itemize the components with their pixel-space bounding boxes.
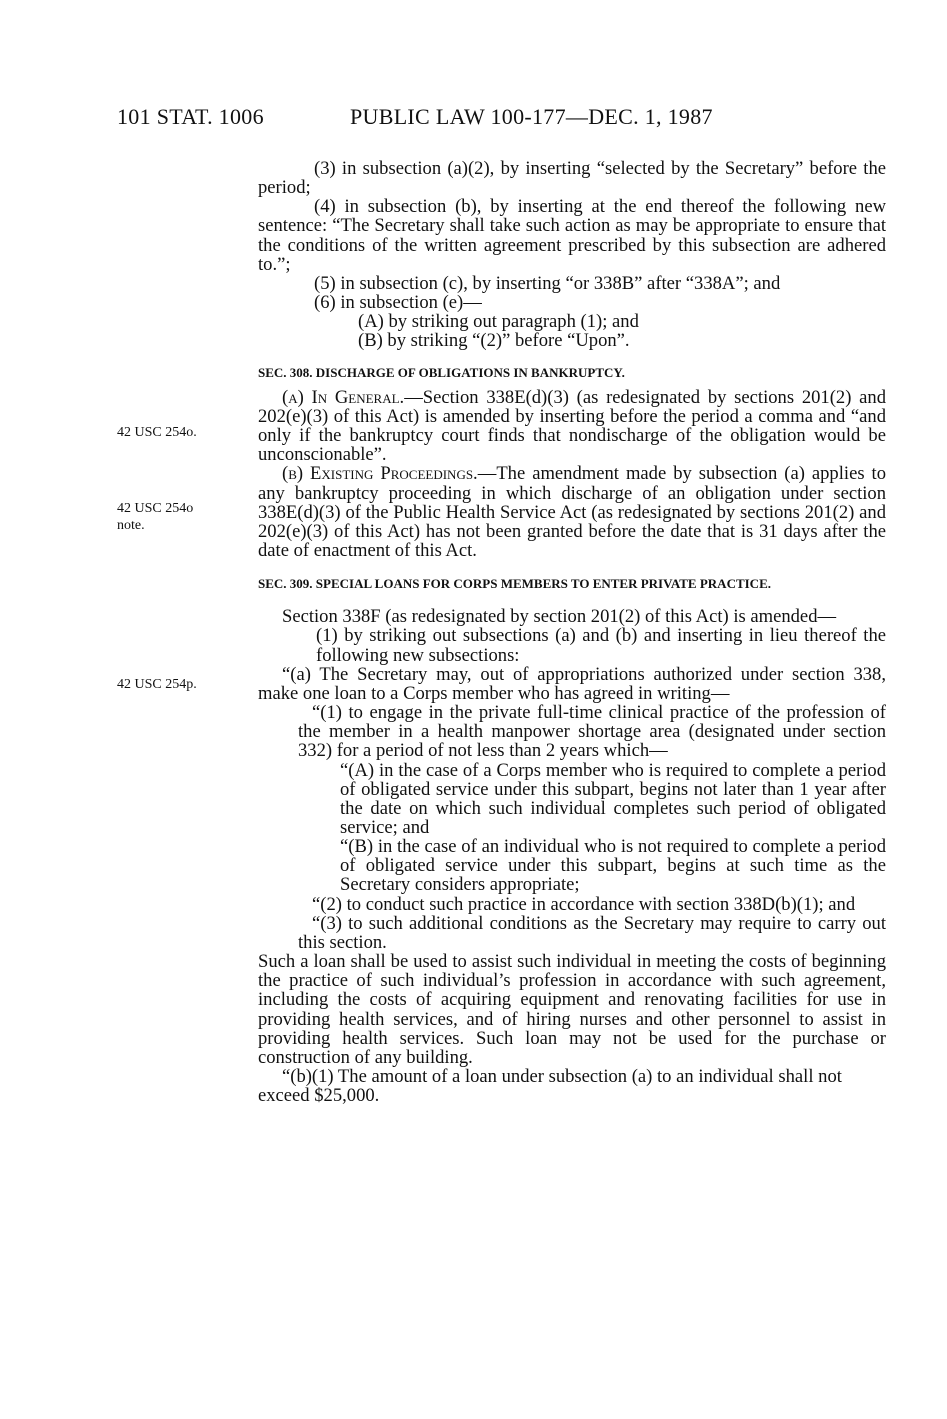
margin-note: 42 USC 254o note.	[117, 501, 194, 533]
statute-text	[258, 159, 886, 1105]
quoted-subparagraph: “(B) in the case of an individual who is not required to complete a period of obligated service under this subpart, begins at such time as the Secretary considers appropriate;	[340, 836, 886, 896]
quoted-paragraph: “(1) to engage in the private full-time clinical practice of the profession of the member in a health manpower shortage area (designated under section 332) for a period of not less than 2 years which—	[298, 702, 886, 762]
paragraph: (3) in subsection (a)(2), by inserting “selected by the Secretary” before the period;	[258, 158, 886, 199]
page-citation: 101 STAT. 1006	[117, 104, 264, 129]
quoted-paragraph: “(3) to such additional conditions as the Secretary may require to carry out this section.	[298, 912, 886, 953]
running-head: PUBLIC LAW 100-177—DEC. 1, 1987	[350, 104, 713, 129]
quoted-paragraph: “(2) to conduct such practice in accordance with section 338D(b)(1); and	[312, 893, 856, 915]
margin-note: 42 USC 254o.	[117, 425, 197, 440]
subsection-heading: (b) Existing Proceedings.	[282, 463, 478, 485]
subsection-heading: (a) In General.	[282, 386, 405, 408]
paragraph: (1) by striking out subsections (a) and (b) and inserting in lieu thereof the following new subsections:	[316, 625, 886, 666]
paragraph: Section 338F (as redesignated by section 201(2) of this Act) is amended—	[282, 606, 837, 628]
quoted-subparagraph: “(A) in the case of a Corps member who is required to complete a period of obligated service under this subpart, begins not later than 1 year after the date on which such individual completes such period of obligated service; and	[340, 759, 886, 838]
subsection	[258, 388, 886, 465]
quoted-subsection: “(a) The Secretary may, out of appropriations authorized under section 338, make one loan to a Corps member who has agreed in writing—	[258, 663, 886, 704]
subsection-text: —The amendment made by subsection (a) applies to any bankruptcy proceeding in which discharge of an obligation under section 338E(d)(3) of the Public Health Service Act (as redesignated by sections 201(2) and 202(e)(3) of this Act) has not been granted before the date that is 31 days after the date of enactment of this Act.	[258, 463, 887, 561]
subsection	[258, 464, 886, 560]
section-heading: SEC. 309. SPECIAL LOANS FOR CORPS MEMBERS TO ENTER PRIVATE PRACTICE.	[258, 576, 771, 592]
paragraph: (5) in subsection (c), by inserting “or 338B” after “338A”; and	[314, 272, 781, 294]
paragraph: (6) in subsection (e)—	[314, 292, 482, 314]
section-heading: SEC. 308. DISCHARGE OF OBLIGATIONS IN BANKRUPTCY.	[258, 364, 625, 380]
margin-note: 42 USC 254p.	[117, 677, 197, 692]
paragraph: (4) in subsection (b), by inserting at the end thereof the following new sentence: “The Secretary shall take such action as may be appropriate to ensure that the conditions of the written agreement prescribed by this subsection are adhered to.”;	[258, 196, 886, 275]
paragraph: Such a loan shall be used to assist such individual in meeting the costs of beginning the practice of such individual’s profession in accordance with such agreement, including the costs of acquiring equipment and renovating facilities for use in providing health services, and of hiring nurses and other personnel to assist in providing health services. Such loan may not be used for the purchase or construction of any building.	[258, 951, 886, 1068]
subparagraph: (B) by striking “(2)” before “Upon”.	[358, 330, 630, 352]
quoted-subsection: “(b)(1) The amount of a loan under subsection (a) to an individual shall not exceed $25,000.	[258, 1066, 842, 1107]
subparagraph: (A) by striking out paragraph (1); and	[358, 311, 639, 333]
subsection-text: —Section 338E(d)(3) (as redesignated by sections 201(2) and 202(e)(3) of this Act) is amended by inserting before the period a comma and “and only if the bankruptcy court finds that nondischarge of the obligation would be unconscionable”.	[258, 386, 886, 466]
